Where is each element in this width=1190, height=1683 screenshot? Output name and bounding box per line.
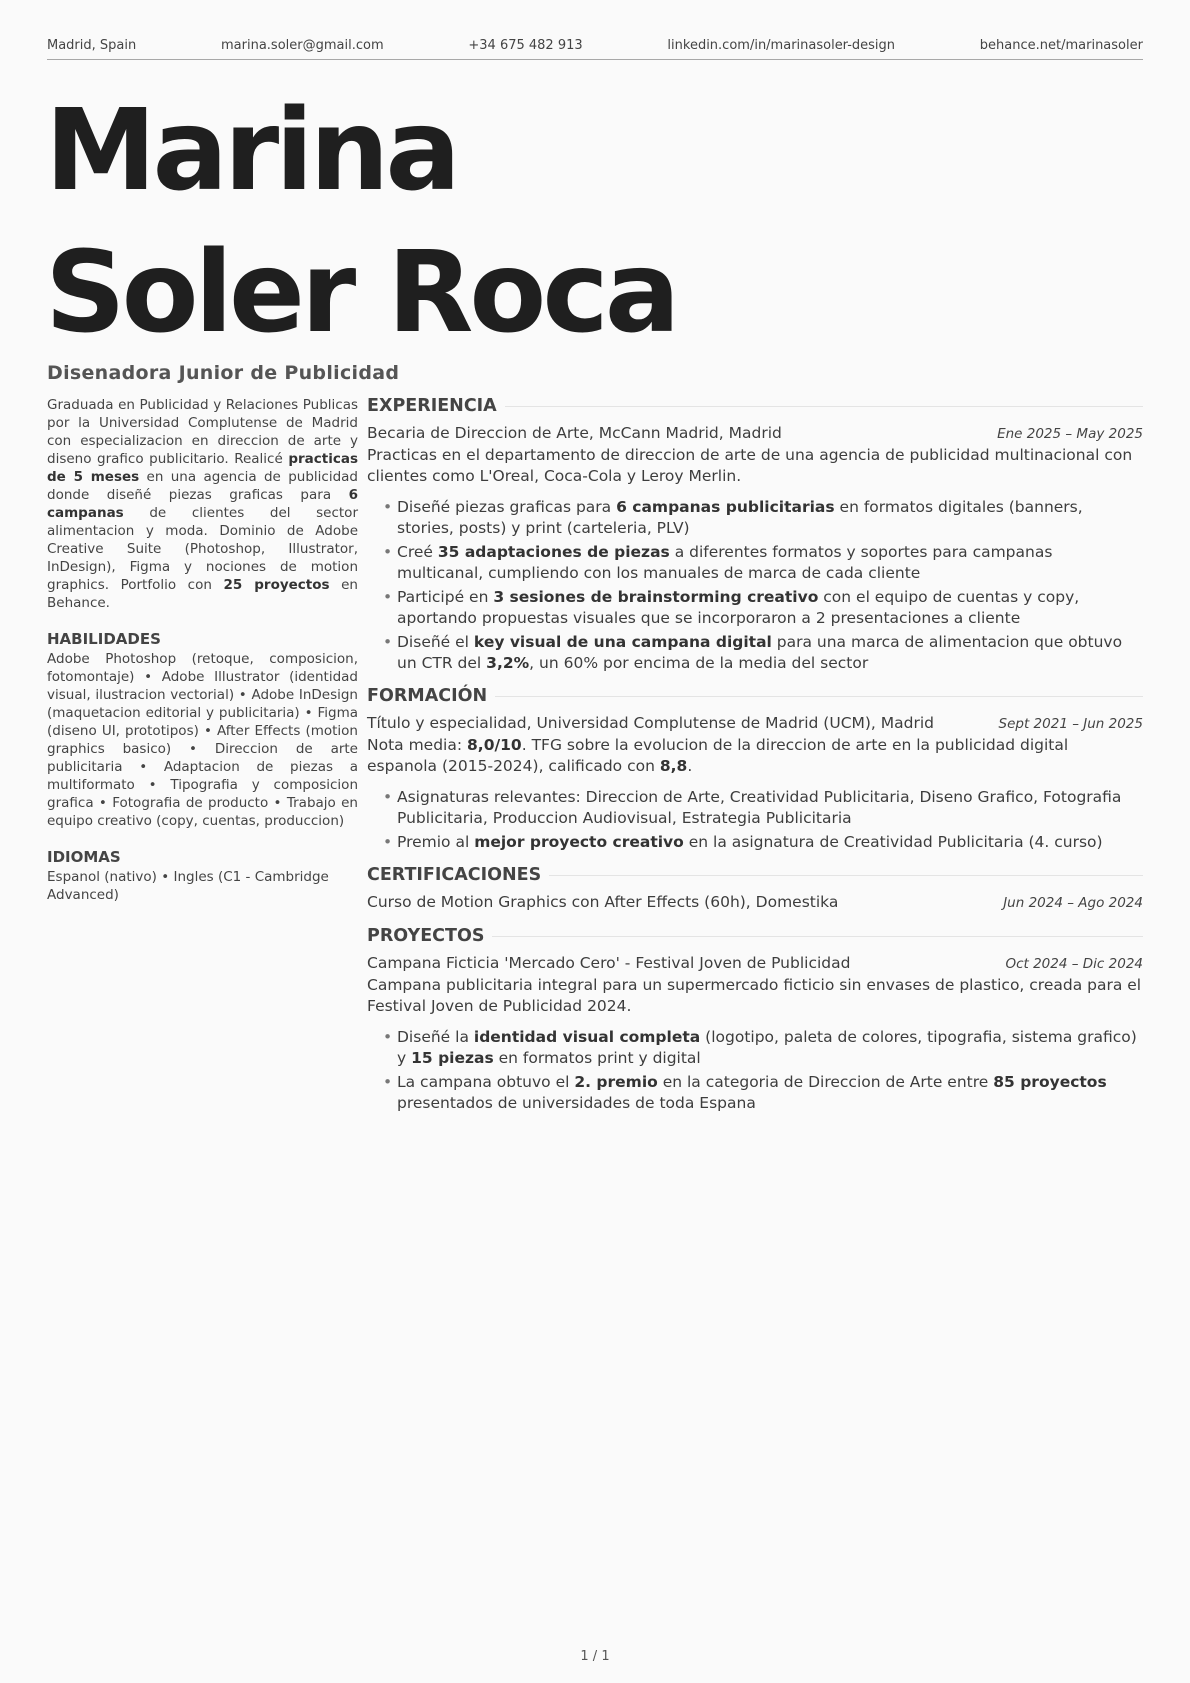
section-divider: [505, 406, 1143, 407]
experience-description: Practicas en el departamento de direccion de arte de una agencia de publicidad multinacional con clientes como L'Oreal, Coca-Cola y Leroy Merlin.: [367, 446, 1133, 485]
experience-section: [367, 396, 1143, 674]
education-title: Título y especialidad, Universidad Complutense de Madrid (UCM), Madrid: [367, 714, 935, 732]
contact-linkedin[interactable]: linkedin.com/in/marinasoler-design: [667, 38, 896, 53]
education-heading: [367, 686, 1143, 707]
project-description: Campana publicitaria integral para un supermercado ficticio sin envases de plastico, creada para el Festival Joven de Publicidad 2024.: [367, 976, 1142, 1015]
summary: [47, 396, 358, 612]
summary-text: en una agencia de publicidad donde diseñé piezas graficas para: [47, 469, 358, 503]
section-divider: [492, 936, 1143, 937]
name-line-2: Soler Roca: [45, 228, 677, 358]
summary-highlight: practicas de 5 meses: [47, 451, 358, 485]
project-title: Campana Ficticia 'Mercado Cero' - Festival Joven de Publicidad: [367, 954, 851, 972]
section-divider: [495, 696, 1143, 697]
contact-behance[interactable]: behance.net/marinasoler: [979, 38, 1143, 53]
full-name: [45, 80, 676, 364]
certification-entry: [367, 892, 1143, 914]
education-entry-header: [367, 713, 1143, 735]
summary-highlight: 25 proyectos: [223, 577, 330, 593]
project-bullets: [367, 1027, 1143, 1114]
page-number: 1 / 1: [580, 1649, 610, 1664]
skills-heading: HABILIDADES: [47, 630, 161, 648]
certifications-heading: [367, 865, 1143, 886]
education-bullets: [367, 787, 1143, 853]
list-item: • Diseñé el key visual de una campana digital para una marca de alimentacion que obtuvo un CTR del 3,2%, un 60% por encima de la media del sector: [397, 632, 1143, 674]
contact-phone[interactable]: +34 675 482 913: [468, 38, 583, 53]
education-description: Nota media: 8,0/10. TFG sobre la evolucion de la direccion de arte en la publicidad digital espanola (2015-2024), calificado con 8,8.: [367, 736, 1069, 775]
right-column: [367, 396, 1143, 1126]
experience-title: Becaria de Direccion de Arte, McCann Madrid, Madrid: [367, 424, 782, 442]
skills-list: Adobe Photoshop (retoque, composicion, fotomontaje) • Adobe Illustrator (identidad visual, ilustracion vectorial) • Adobe InDesign (maquetacion editorial y publicitaria) • Figma (diseno UI, prototipos) • After Effects (motion graphics basico) • Direccion de arte publicitaria • Adaptacion de piezas a multiformato • Tipografia y composicion grafica • Fotografia de producto • Trabajo en equipo creativo (copy, cuentas, produccion): [47, 651, 358, 829]
project-entry-header: [367, 953, 1143, 975]
projects-section: [367, 926, 1143, 1114]
certifications-heading-text: CERTIFICACIONES: [367, 865, 542, 885]
list-item: • Participé en 3 sesiones de brainstorming creativo con el equipo de cuentas y copy, aportando propuestas visuales que se incorporaron a 2 presentaciones a cliente: [397, 587, 1143, 629]
certification-title: Curso de Motion Graphics con After Effects (60h), Domestika: [367, 893, 839, 911]
job-title: Disenadora Junior de Publicidad: [47, 362, 400, 384]
experience-heading-text: EXPERIENCIA: [367, 396, 497, 416]
section-divider: [549, 875, 1143, 876]
certification-date: Jun 2024 – Ago 2024: [1003, 895, 1143, 911]
list-item: • La campana obtuvo el 2. premio en la categoria de Direccion de Arte entre 85 proyectos presentados de universidades de toda Espana: [397, 1072, 1143, 1114]
resume-page: [47, 0, 1143, 1683]
left-column: [47, 396, 358, 904]
projects-heading: [367, 926, 1143, 947]
education-heading-text: FORMACIÓN: [367, 686, 488, 706]
name-line-1: Marina: [45, 86, 457, 216]
summary-text: Graduada en Publicidad y Relaciones Publicas por la Universidad Complutense de Madrid con especializacion en direccion de arte y diseno grafico publicitario. Realicé: [47, 397, 358, 467]
summary-text: de clientes del sector alimentacion y moda. Dominio de Adobe Creative Suite (Photoshop, Illustrator, InDesign), Figma y nociones de motion graphics. Portfolio con: [47, 505, 358, 593]
project-date: Oct 2024 – Dic 2024: [1005, 956, 1143, 972]
experience-bullets: [367, 497, 1143, 674]
languages-heading: IDIOMAS: [47, 848, 121, 866]
experience-entry-header: [367, 423, 1143, 445]
projects-heading-text: PROYECTOS: [367, 926, 485, 946]
education-date: Sept 2021 – Jun 2025: [998, 716, 1143, 732]
summary-text: en Behance.: [47, 577, 358, 611]
education-section: [367, 686, 1143, 853]
certifications-section: [367, 865, 1143, 914]
summary-highlight: 6 campanas: [47, 487, 358, 521]
contact-email[interactable]: marina.soler@gmail.com: [221, 38, 384, 53]
list-item: • Premio al mejor proyecto creativo en la asignatura de Creatividad Publicitaria (4. curso): [397, 832, 1143, 853]
contact-bar: [47, 38, 1143, 60]
contact-location: Madrid, Spain: [47, 38, 137, 53]
experience-heading: [367, 396, 1143, 417]
list-item: • Diseñé la identidad visual completa (logotipo, paleta de colores, tipografia, sistema grafico) y 15 piezas en formatos print y digital: [397, 1027, 1143, 1069]
list-item: • Asignaturas relevantes: Direccion de Arte, Creatividad Publicitaria, Diseno Grafico, Fotografia Publicitaria, Produccion Audiovisual, Estrategia Publicitaria: [397, 787, 1143, 829]
list-item: • Creé 35 adaptaciones de piezas a diferentes formatos y soportes para campanas multicanal, cumpliendo con los manuales de marca de cada cliente: [397, 542, 1143, 584]
languages-list: Espanol (nativo) • Ingles (C1 - Cambridge Advanced): [47, 869, 329, 903]
list-item: • Diseñé piezas graficas para 6 campanas publicitarias en formatos digitales (banners, stories, posts) y print (carteleria, PLV): [397, 497, 1143, 539]
experience-date: Ene 2025 – May 2025: [997, 426, 1143, 442]
